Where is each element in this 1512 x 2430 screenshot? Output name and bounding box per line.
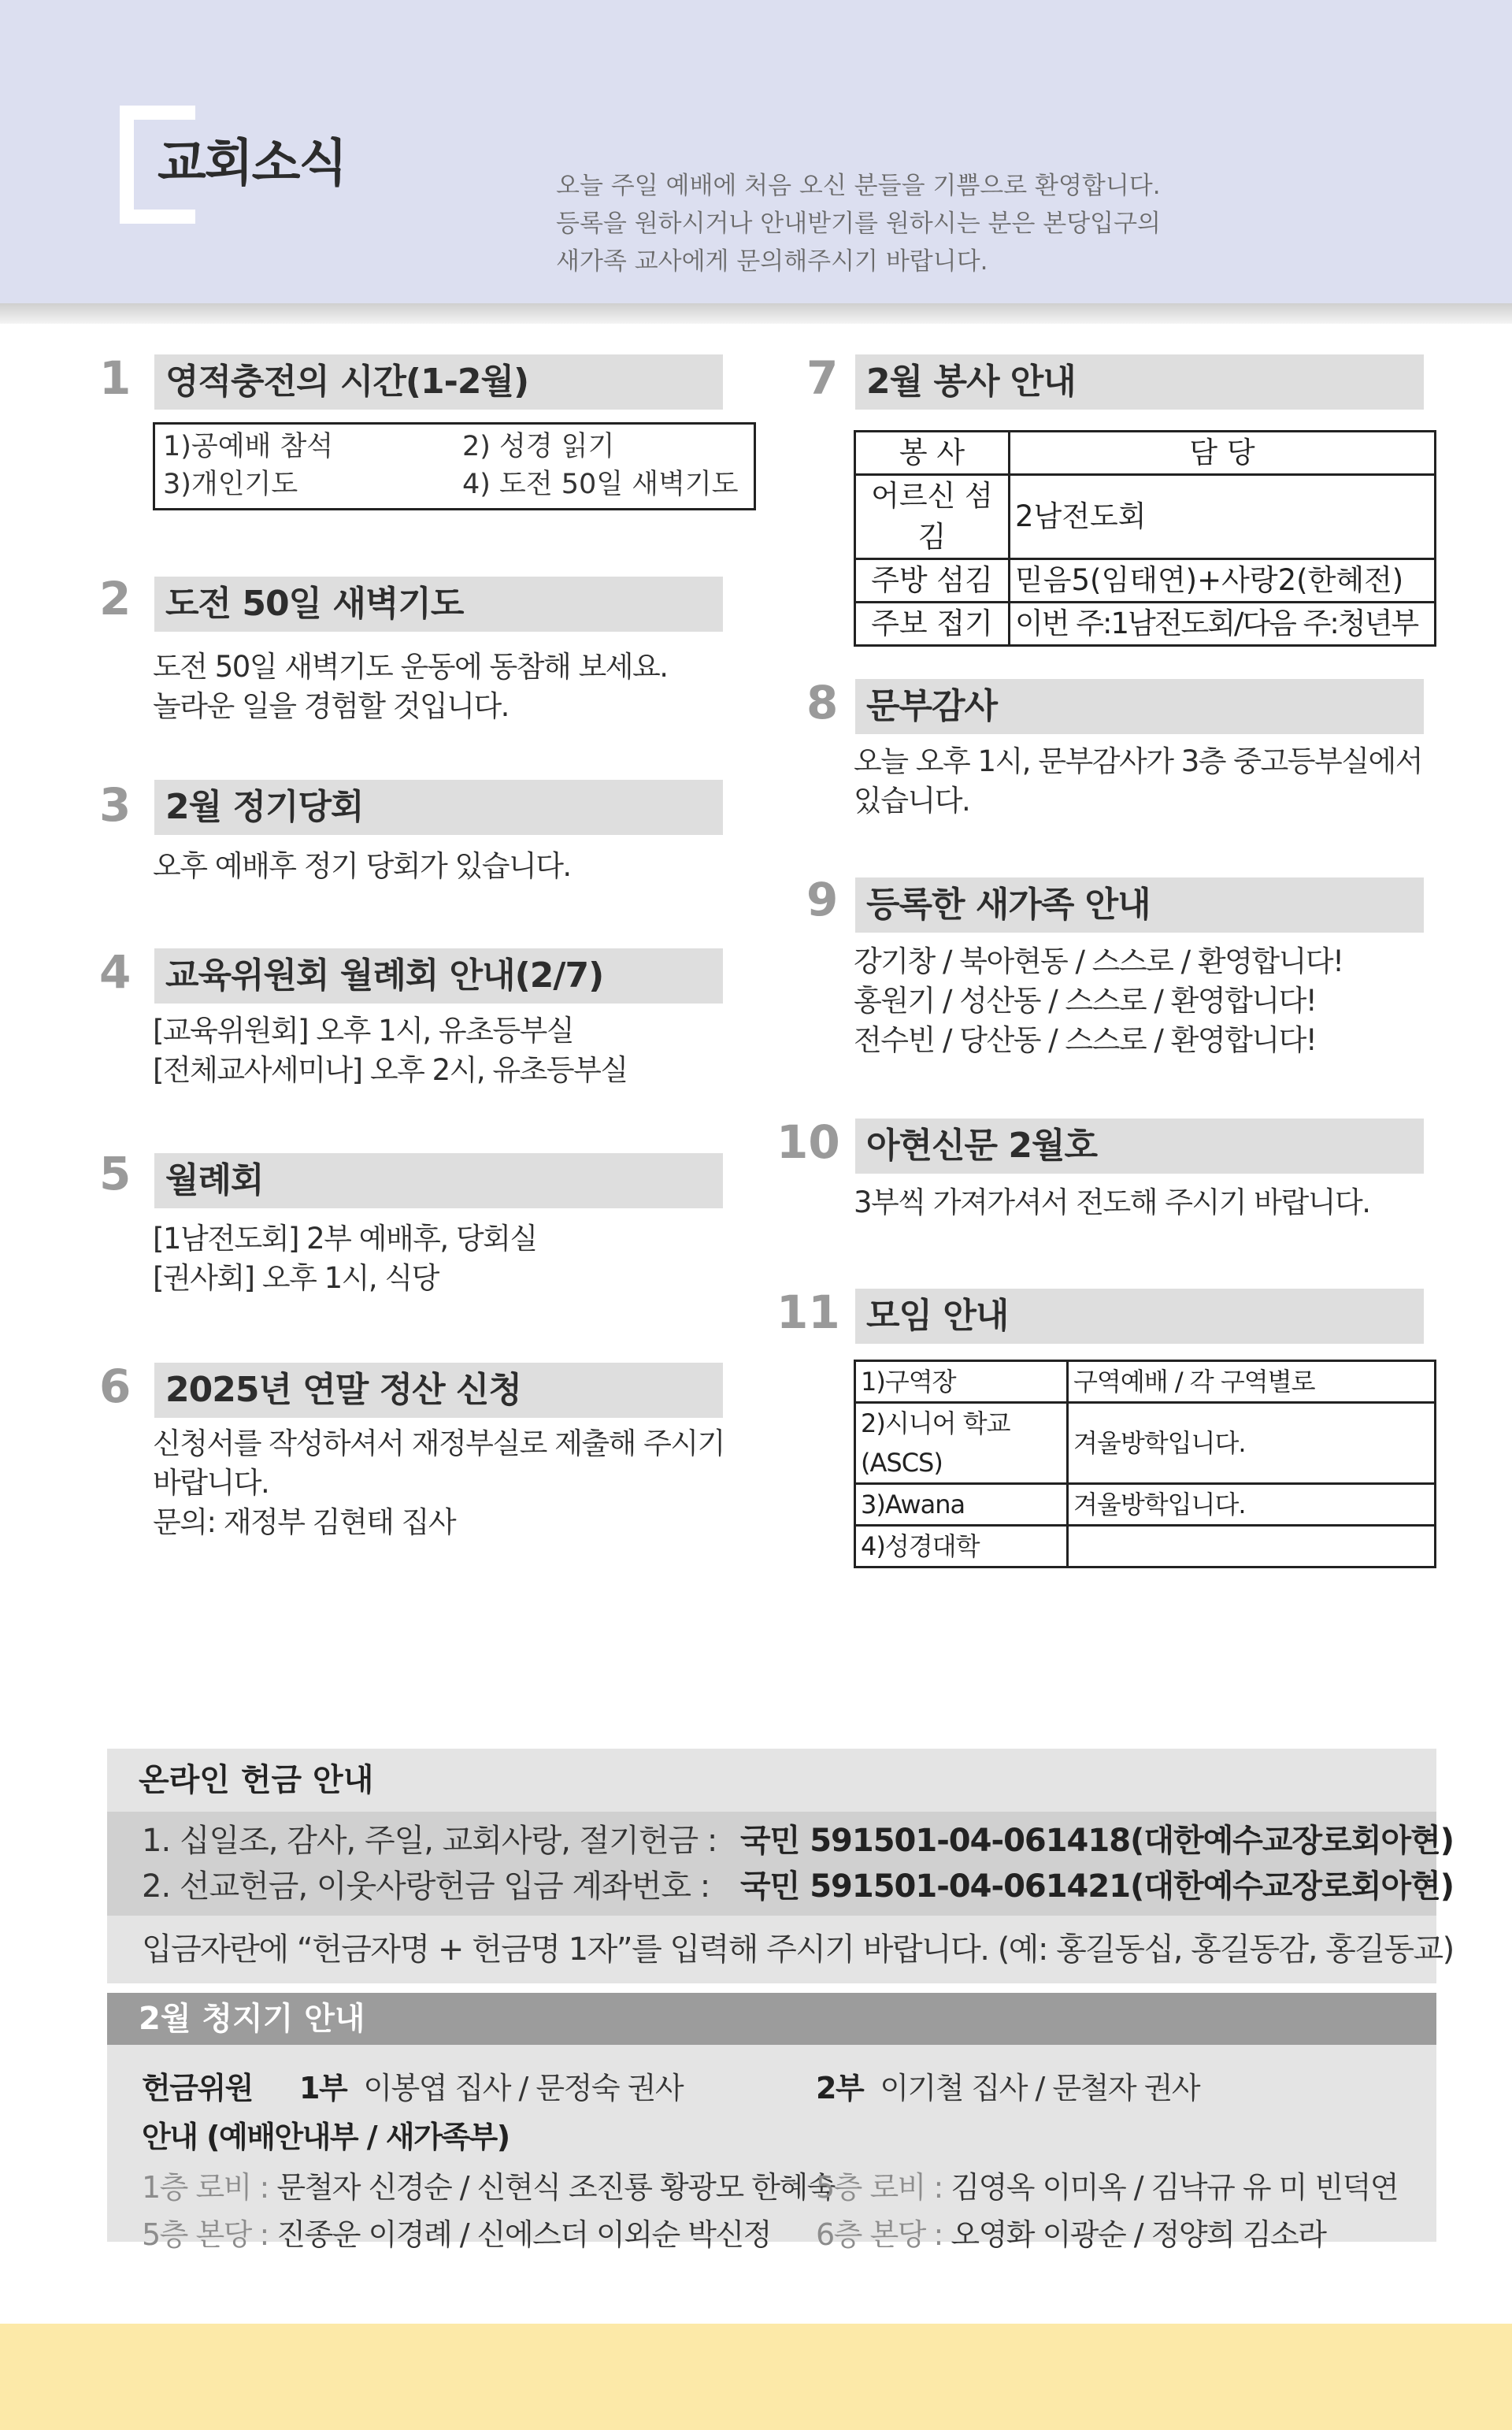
section-number: 7 (806, 351, 839, 405)
welcome-line: 새가족 교사에게 문의해주시기 바랍니다. (556, 247, 988, 276)
service-table (854, 430, 1436, 647)
section-number: 10 (776, 1115, 840, 1169)
floor6-sanctuary-row: 6층 본당 : 오영화 이광순 / 정양희 김소라 (816, 2217, 1326, 2252)
guide-label: 안내 (예배안내부 / 새가족부) (142, 2120, 510, 2154)
list-item: 4) 도전 50일 새벽기도 (462, 469, 739, 500)
section1-list (153, 422, 756, 510)
table-cell: 어르신 섬김 (855, 475, 1010, 559)
table-row (855, 1526, 1436, 1567)
account-label: 1. 십일조, 감사, 주일, 교회사랑, 절기헌금 : (142, 1823, 717, 1859)
text-line: 오후 예배후 정기 당회가 있습니다. (153, 849, 571, 883)
text-line: 놀라운 일을 경험할 것입니다. (153, 689, 509, 723)
section-number: 4 (99, 945, 132, 999)
text-line: 문의: 재정부 김현태 집사 (153, 1505, 456, 1539)
table-cell: 4)성경대학 (855, 1526, 1068, 1567)
offering-accounts (107, 1812, 1455, 1916)
offering-note: 입금자란에 “헌금자명 + 헌금명 1자”를 입력해 주시기 바랍니다. (예: 홍길동십, 홍길동감, 홍길동교) (107, 1916, 1436, 1983)
section-number: 8 (806, 676, 839, 729)
table-header: 봉 사 (855, 432, 1010, 475)
account-row (142, 1818, 1455, 1864)
section-title: 2025년 연말 정산 신청 (154, 1363, 723, 1418)
text-line: 바랍니다. (153, 1466, 269, 1500)
floor1-lobby-row: 1층 로비 : 문철자 신경순 / 신현식 조진룡 황광모 한혜숙 (142, 2170, 835, 2205)
text-line: [권사회] 오후 1시, 식당 (153, 1261, 439, 1295)
section-title: 교육위원회 월례회 안내(2/7) (154, 948, 723, 1004)
section-title: 영적충전의 시간(1-2월) (154, 354, 723, 410)
table-cell: 믿음5(임태연)+사랑2(한혜전) (1010, 559, 1436, 603)
table-cell: 1)구역장 (855, 1361, 1068, 1403)
table-row (855, 559, 1436, 603)
table-cell: 겨울방학입니다. (1068, 1403, 1436, 1484)
text-line: 강기창 / 북아현동 / 스스로 / 환영합니다! (854, 944, 1343, 978)
section-body (854, 1183, 1369, 1222)
table-cell (1068, 1526, 1436, 1567)
section-body (153, 1011, 628, 1090)
list-item: 2) 성경 읽기 (462, 431, 615, 462)
text-line: 전수빈 / 당산동 / 스스로 / 환영합니다! (854, 1023, 1317, 1057)
table-row (855, 1361, 1436, 1403)
text-line: 홍원기 / 성산동 / 스스로 / 환영합니다! (854, 984, 1317, 1018)
page-title: 교회소식 (158, 135, 346, 193)
steward-title: 2월 청지기 안내 (107, 1993, 1436, 2045)
account-label: 2. 선교헌금, 이웃사랑헌금 입금 계좌번호 : (142, 1868, 710, 1905)
steward-body (107, 2045, 1436, 2252)
section-body (153, 647, 668, 726)
table-cell: 구역예배 / 각 구역별로 (1068, 1361, 1436, 1403)
floor5-lobby-row: 5층 로비 : 김영옥 이미옥 / 김낙규 유 미 빈덕연 (816, 2170, 1399, 2205)
section-body (854, 742, 1422, 821)
table-cell: 2)시니어 학교(ASCS) (855, 1403, 1068, 1484)
header-band (0, 0, 1512, 303)
text-line: [전체교사세미나] 오후 2시, 유초등부실 (153, 1053, 628, 1087)
section-body (153, 1219, 537, 1298)
section-number: 9 (806, 873, 839, 926)
section-number: 6 (99, 1360, 132, 1413)
section-title: 문부감사 (855, 679, 1424, 734)
section-number: 2 (99, 572, 132, 625)
table-row (855, 475, 1436, 559)
table-cell: 3)Awana (855, 1484, 1068, 1526)
table-row (855, 1484, 1436, 1526)
part1-row: 1부 이봉엽 집사 / 문정숙 권사 (299, 2071, 684, 2105)
table-cell: 주보 접기 (855, 603, 1010, 646)
account-number: 국민 591501-04-061418(대한예수교장로회아현) (740, 1823, 1455, 1859)
text-line: [교육위원회] 오후 1시, 유초등부실 (153, 1014, 574, 1048)
table-cell: 이번 주:1남전도회/다음 주:청년부 (1010, 603, 1436, 646)
section-number: 11 (776, 1285, 840, 1339)
table-row (855, 603, 1436, 646)
section-title: 2월 봉사 안내 (855, 354, 1424, 410)
section-title: 월례회 (154, 1153, 723, 1208)
table-header: 담 당 (1010, 432, 1436, 475)
text-line: 오늘 오후 1시, 문부감사가 3층 중고등부실에서 (854, 744, 1423, 778)
offering-title: 온라인 헌금 안내 (107, 1749, 1436, 1812)
welcome-line: 등록을 원하시거나 안내받기를 원하시는 분은 본당입구의 (556, 210, 1161, 238)
footer-band (0, 2324, 1512, 2430)
meeting-table (854, 1360, 1436, 1568)
text-line: 도전 50일 새벽기도 운동에 동참해 보세요. (153, 650, 668, 684)
section-body (153, 1424, 724, 1542)
table-cell: 겨울방학입니다. (1068, 1484, 1436, 1526)
welcome-line: 오늘 주일 예배에 처음 오신 분들을 기쁨으로 환영합니다. (556, 172, 1161, 200)
part2-row: 2부 이기철 집사 / 문철자 권사 (816, 2071, 1200, 2105)
section-number: 1 (99, 351, 132, 405)
text-line: 신청서를 작성하셔서 재정부실로 제출해 주시기 (153, 1426, 724, 1460)
section-title: 등록한 새가족 안내 (855, 877, 1424, 933)
section-title: 모임 안내 (855, 1289, 1424, 1344)
table-cell: 주방 섬김 (855, 559, 1010, 603)
section-title: 아현신문 2월호 (855, 1119, 1424, 1174)
account-number: 국민 591501-04-061421(대한예수교장로회아현) (740, 1868, 1455, 1905)
section-title: 2월 정기당회 (154, 780, 723, 835)
section-body (854, 942, 1343, 1060)
section-title: 도전 50일 새벽기도 (154, 577, 723, 632)
section-number: 3 (99, 778, 132, 832)
section-number: 5 (99, 1147, 132, 1200)
text-line: 있습니다. (854, 784, 970, 818)
committee-label: 헌금위원 (142, 2071, 253, 2105)
account-row (142, 1864, 1455, 1909)
section-body (153, 847, 571, 886)
list-item: 1)공예배 참석 (163, 431, 334, 462)
text-line: 3부씩 가져가셔서 전도해 주시기 바랍니다. (854, 1185, 1370, 1219)
header-divider (0, 303, 1512, 324)
welcome-message (556, 167, 1161, 280)
list-item: 3)개인기도 (163, 469, 298, 500)
text-line: [1남전도회] 2부 예배후, 당회실 (153, 1222, 537, 1256)
table-cell: 2남전도회 (1010, 475, 1436, 559)
floor5-sanctuary-row: 5층 본당 : 진종운 이경례 / 신에스더 이외순 박신정 (142, 2217, 771, 2252)
table-row (855, 1403, 1436, 1484)
